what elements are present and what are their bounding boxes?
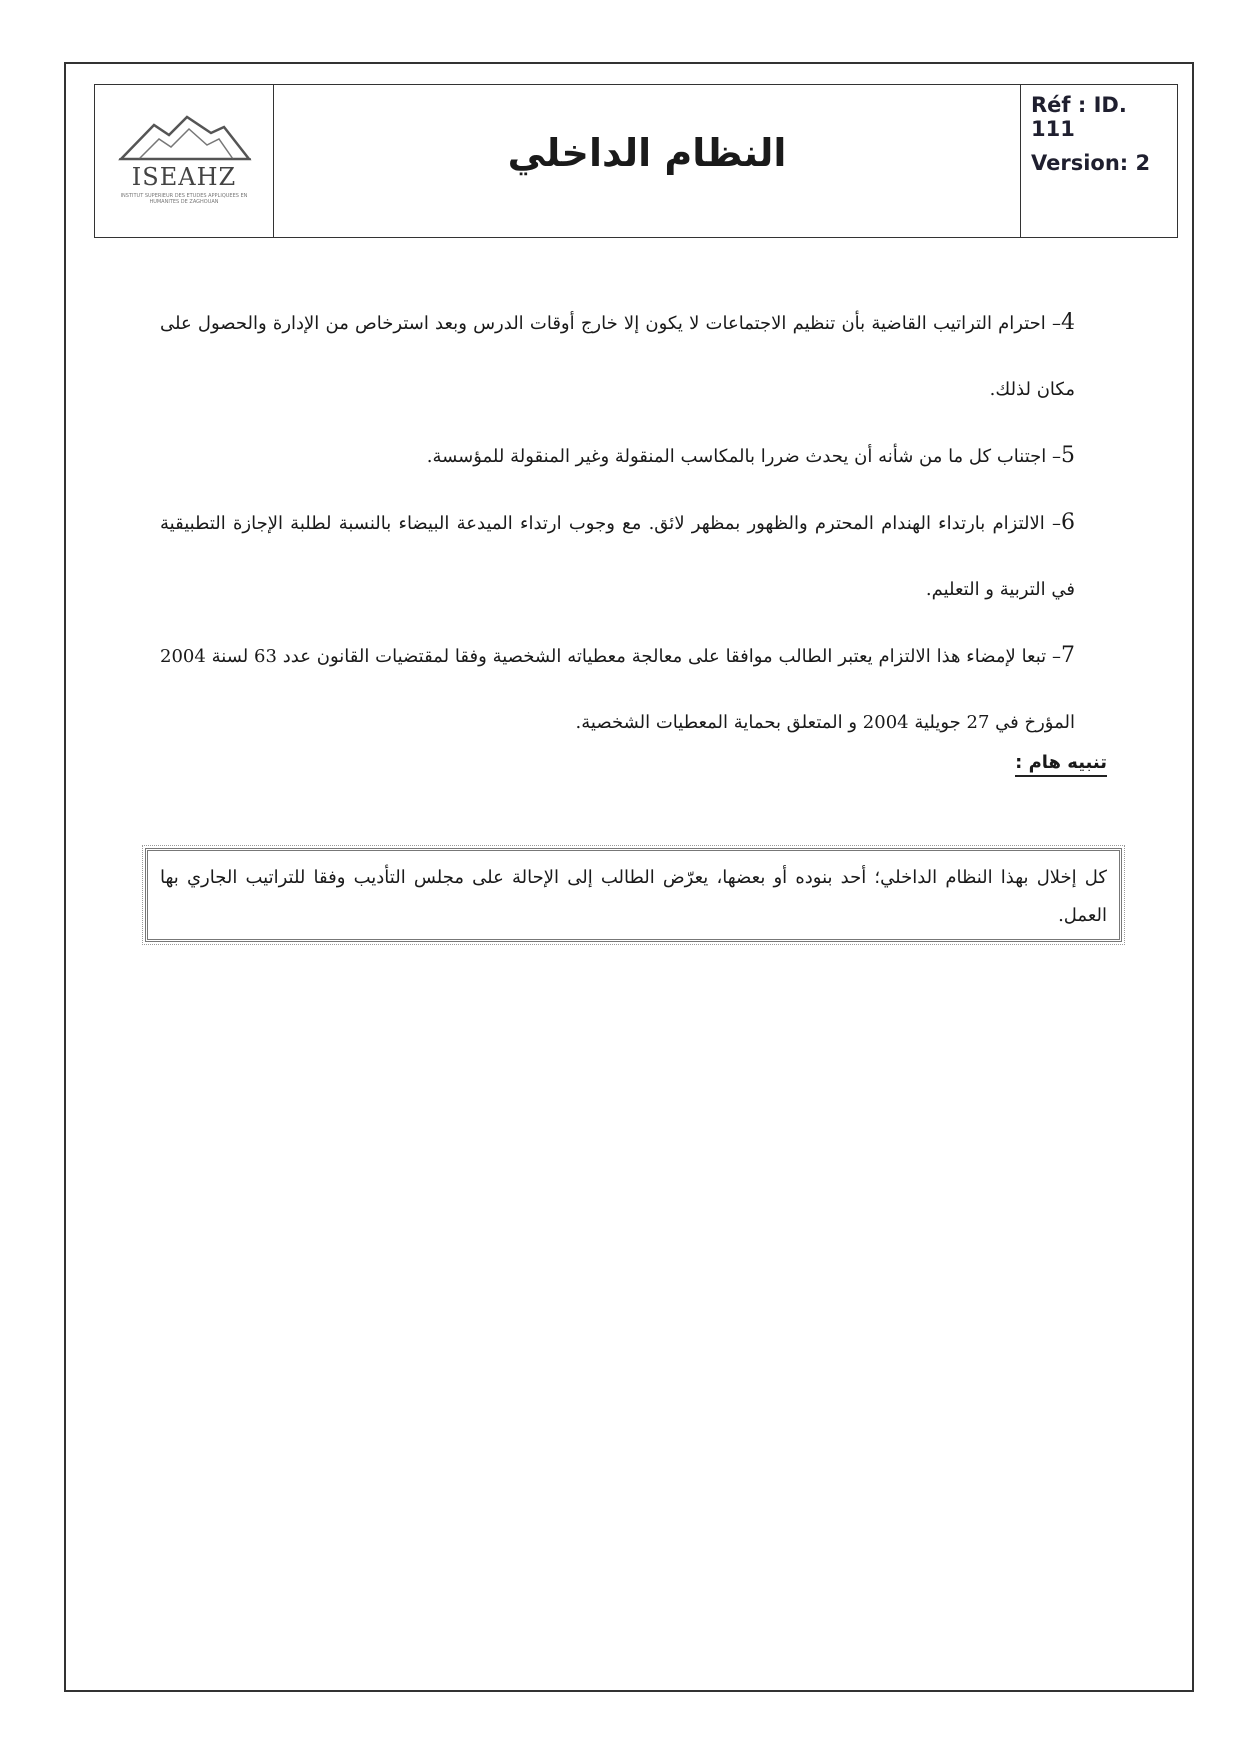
regulation-item-5 [160,423,1075,490]
notice-heading-text: تنبيه هام : [1015,752,1107,777]
regulation-item-6 [160,490,1075,623]
item-number: 4 [1061,310,1075,335]
reference-number: Réf : ID. 111 [1031,93,1127,141]
notice-heading [1015,752,1107,773]
version-number: Version: 2 [1031,151,1151,175]
item-number: 7 [1061,643,1075,668]
title-cell [274,85,1021,237]
item-text: – اجتناب كل ما من شأنه أن يحدث ضررا بالمكاسب المنقولة وغير المنقولة للمؤسسة. [426,446,1061,467]
regulation-item-4 [160,290,1075,423]
logo-text: ISEAHZ [131,163,237,191]
document-header [94,84,1178,238]
logo-cell [95,85,274,237]
notice-box [145,848,1122,942]
document-title: النظام الداخلي [507,131,787,175]
notice-text: كل إخلال بهذا النظام الداخلي؛ أحد بنوده أو بعضها، يعرّض الطالب إلى الإحالة على مجلس التأديب وفقا للتراتيب الجاري بها العمل. [160,867,1107,926]
reference-cell [1021,85,1177,237]
item-text: – تبعا لإمضاء هذا الالتزام يعتبر الطالب موافقا على معالجة معطياته الشخصية وفقا لمقتضيات القانون عدد 63 لسنة 2004 المؤرخ في 27 جويلية 2004 و المتعلق بحماية المعطيات الشخصية. [160,646,1075,733]
item-number: 5 [1061,443,1075,468]
item-number: 6 [1061,510,1075,535]
item-text: – الالتزام بارتداء الهندام المحترم والظهور بمظهر لائق. مع وجوب ارتداء الميدعة البيضاء بالنسبة لطلبة الإجازة التطبيقية في التربية و التعليم. [160,513,1075,600]
regulation-item-7 [160,623,1075,756]
logo-subtext: INSTITUT SUPERIEUR DES ETUDES APPLIQUEES EN HUMANITES DE ZAGHOUAN [120,193,248,205]
institution-logo [99,111,269,221]
mountain-logo-icon [99,111,269,171]
item-text: – احترام التراتيب القاضية بأن تنظيم الاجتماعات لا يكون إلا خارج أوقات الدرس وبعد استرخاص من الإدارة والحصول على مكان لذلك. [160,313,1075,400]
regulation-items [160,290,1075,756]
